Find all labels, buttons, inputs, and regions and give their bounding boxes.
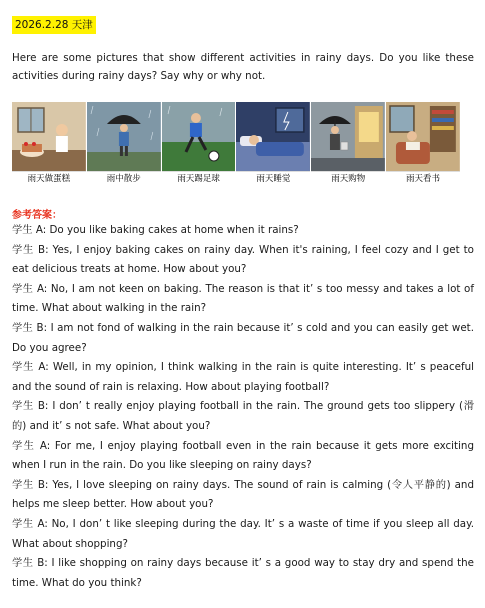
caption-walking: 雨中散步 (87, 171, 161, 186)
caption-reading: 雨天看书 (386, 171, 460, 186)
picture-baking (12, 102, 86, 186)
picture-shopping (311, 102, 385, 186)
shopping-scene-icon (311, 102, 385, 172)
dialogue-line: 学生 A: No, I am not keen on baking. The reason is that it’ s too messy and takes a lot of time. What about walking in the rain? (12, 282, 474, 315)
sleeping-scene-icon (236, 102, 310, 172)
picture-strip (12, 102, 460, 186)
dialogue-line: 学生 B: I am not fond of walking in the rain because it’ s cold and you can easily get wet. Do you agree? (12, 321, 474, 354)
dialogue-line: 学生 A: Do you like baking cakes at home when it rains? (12, 224, 299, 236)
date-tag: 2026.2.28 天津 (12, 16, 96, 34)
dialogue-line: 学生 B: I like shopping on rainy days because it’ s a good way to stay dry and spend the time. What do you think? (12, 557, 474, 589)
picture-reading (386, 102, 460, 186)
dialogue-line: 学生 B: I don’ t really enjoy playing football in the rain. The ground gets too slippery (滑的) and it’ s not safe. What about you? (12, 400, 474, 432)
picture-sleeping (236, 102, 310, 186)
dialogue-line: 学生 B: Yes, I enjoy baking cakes on rainy day. When it's raining, I feel cozy and I get to eat delicious treats at home. How about you? (12, 243, 474, 276)
dialogue-line: 学生 A: No, I don’ t like sleeping during the day. It’ s a waste of time if you sleep all day. What about shopping? (12, 517, 474, 550)
dialogue-line: 学生 A: For me, I enjoy playing football even in the rain because it gets more exciting when I run in the rain. Do you like sleeping on rainy days? (12, 439, 474, 472)
answer-title: 参考答案： (12, 210, 62, 221)
dialogue-line: 学生 B: Yes, I love sleeping on rainy days. The sound of rain is calming (令人平静的) and helps me sleep better. How about you? (12, 478, 474, 511)
baking-scene-icon (12, 102, 86, 172)
caption-baking: 雨天做蛋糕 (12, 171, 86, 186)
reading-scene-icon (386, 102, 460, 172)
football-scene-icon (162, 102, 236, 172)
intro-paragraph: Here are some pictures that show different activities in rainy days. Do you like these activities during rainy days? Say why or why not. (12, 52, 474, 82)
caption-shopping: 雨天购物 (311, 171, 385, 186)
dialogue-block (12, 221, 474, 593)
walking-umbrella-scene-icon (87, 102, 161, 172)
dialogue-line: 学生 A: Well, in my opinion, I think walking in the rain is quite interesting. It’ s peaceful and the sound of rain is relaxing. How about playing football? (12, 361, 474, 393)
caption-football: 雨天踢足球 (162, 171, 236, 186)
picture-football (162, 102, 236, 186)
picture-walking (87, 102, 161, 186)
caption-sleeping: 雨天睡觉 (236, 171, 310, 186)
